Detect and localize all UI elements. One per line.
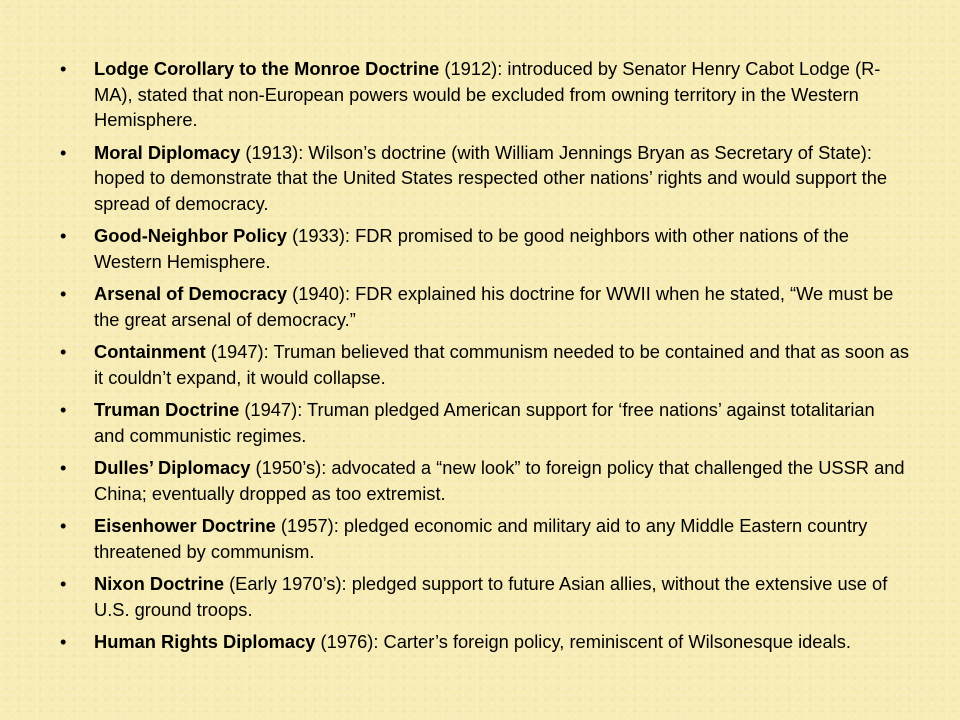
bullet-item [58,629,910,655]
bullet-item [58,56,910,133]
bullet-icon: • [60,573,67,594]
bullet-term: Dulles’ Diplomacy [94,457,251,478]
bullet-text: (1940): FDR explained his doctrine for WWII when he stated, “We must be the great arsenal of democracy.” [94,283,894,330]
bullet-text: (1976): Carter’s foreign policy, reminiscent of Wilsonesque ideals. [315,631,851,652]
bullet-icon: • [60,631,67,652]
bullet-text: (Early 1970’s): pledged support to future Asian allies, without the extensive use of U.S. ground troops. [94,573,888,620]
bullet-text: (1947): Truman pledged American support for ‘free nations’ against totalitarian and communistic regimes. [94,399,875,446]
bullet-term: Containment [94,341,206,362]
bullet-item [58,513,910,564]
bullet-term: Moral Diplomacy [94,141,241,163]
bullet-icon: • [60,399,67,420]
bullet-text: (1957): pledged economic and military aid to any Middle Eastern country threatened by communism. [94,515,868,562]
bullet-term: Nixon Doctrine [94,573,225,594]
bullet-term: Arsenal of Democracy [94,283,288,304]
bullet-text: (1912): introduced by Senator Henry Cabot Lodge (R-MA), stated that non-European powers would be excluded from owning territory in the Western Hemisphere. [94,58,881,130]
bullet-item [58,397,910,448]
bullet-term: Truman Doctrine [94,399,240,420]
bullet-item [58,223,910,274]
bullet-text: (1950’s): advocated a “new look” to foreign policy that challenged the USSR and China; eventually dropped as too extremist. [94,457,905,504]
bullet-icon: • [60,58,67,79]
bullet-text: (1933): FDR promised to be good neighbors with other nations of the Western Hemisphere. [94,225,849,272]
bullet-icon: • [60,457,67,478]
bullet-term: Human Rights Diplomacy [94,631,316,652]
bullet-icon: • [60,225,67,246]
bullet-item [58,571,910,622]
bullet-icon: • [60,283,67,304]
bullet-icon: • [60,341,67,362]
bullet-item [58,455,910,506]
bullet-text: (1947): Truman believed that communism needed to be contained and that as soon as it couldn’t expand, it would collapse. [94,341,909,388]
bullet-term: Good-Neighbor Policy [94,225,287,246]
bullet-item [58,339,910,390]
bullet-list [58,56,910,655]
bullet-icon: • [60,515,67,536]
bullet-text: (1913): Wilson’s doctrine (with William Jennings Bryan as Secretary of State): hoped to demonstrate that the United States respected other nations’ rights and would support the spread of democracy. [94,141,888,214]
bullet-icon: • [60,141,67,163]
bullet-item [58,140,910,217]
bullet-term: Lodge Corollary to the Monroe Doctrine [94,58,440,79]
bullet-term: Eisenhower Doctrine [94,515,276,536]
bullet-item [58,281,910,332]
